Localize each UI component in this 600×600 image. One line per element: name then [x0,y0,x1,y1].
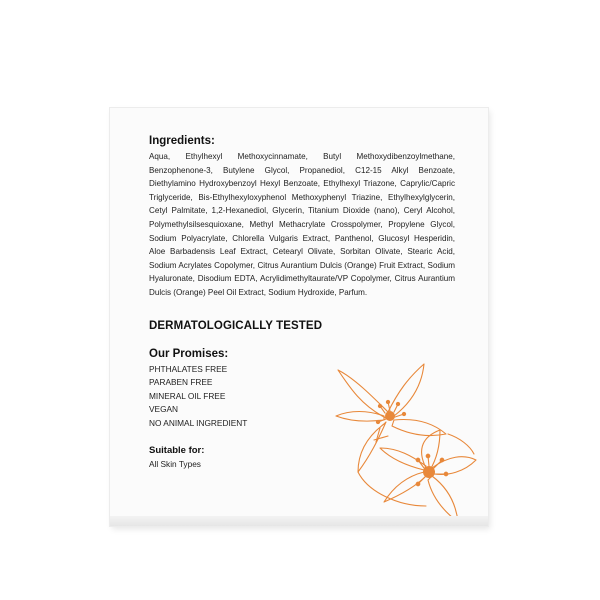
promise-item: PHTHALATES FREE [149,363,228,374]
ingredients-list: Aqua, Ethylhexyl Methoxycinnamate, Butyl Methoxydibenzoylmethane, Benzophenone-3, Butylene Glycol, Propanediol, C12-15 Alkyl Benzoate, Diethylamino Hydroxybenzoyl Hexyl Benzoate, Ethylhexyl Triazone, Caprylic/Capric Triglyceride, Bis-Ethylhexyloxyphenol Methoxyphenyl Triazine, Ethylhexylglycerin, Cetyl Palmitate, 1,2-Hexanediol, Glycerin, Titanium Dioxide (nano), Ceryl Alcohol, Polymethylsilsesquioxane, Methyl Methacrylate Crosspolymer, Propylene Glycol, Sodium Polyacrylate, Chlorella Vulgaris Extract, Panthenol, Glucosyl Hesperidin, Aloe Barbadensis Leaf Extract, Cetearyl Olivate, Sorbitan Olivate, Stearic Acid, Sodium Acrylates Copolymer, Citrus Aurantium Dulcis (Orange) Fruit Extract, Sodium Hyaluronate, Disodium EDTA, Acrylidimethyltaurate/VP Copolymer, Citrus Aurantium Dulcis (Orange) Peel Oil Extract, Sodium Hydroxide, Parfum. [149,152,455,297]
promise-item: PARABEN FREE [149,377,213,388]
product-box-back-panel [110,108,488,526]
orange-blossom-icon [328,356,478,526]
box-bottom-edge [110,516,488,526]
dermatologically-tested-label: DERMATOLOGICALLY TESTED [149,319,323,332]
suitable-heading: Suitable for: [149,444,205,456]
lower-blossom [380,430,476,522]
ingredients-heading: Ingredients: [149,135,215,147]
promise-item: VEGAN [149,404,179,415]
stem-line [358,472,426,506]
suitable-value: All Skin Types [149,458,201,469]
promises-heading: Our Promises: [149,347,229,360]
stem-line [448,434,474,454]
promise-item: NO ANIMAL INGREDIENT [149,417,248,428]
promise-item: MINERAL OIL FREE [149,390,226,401]
